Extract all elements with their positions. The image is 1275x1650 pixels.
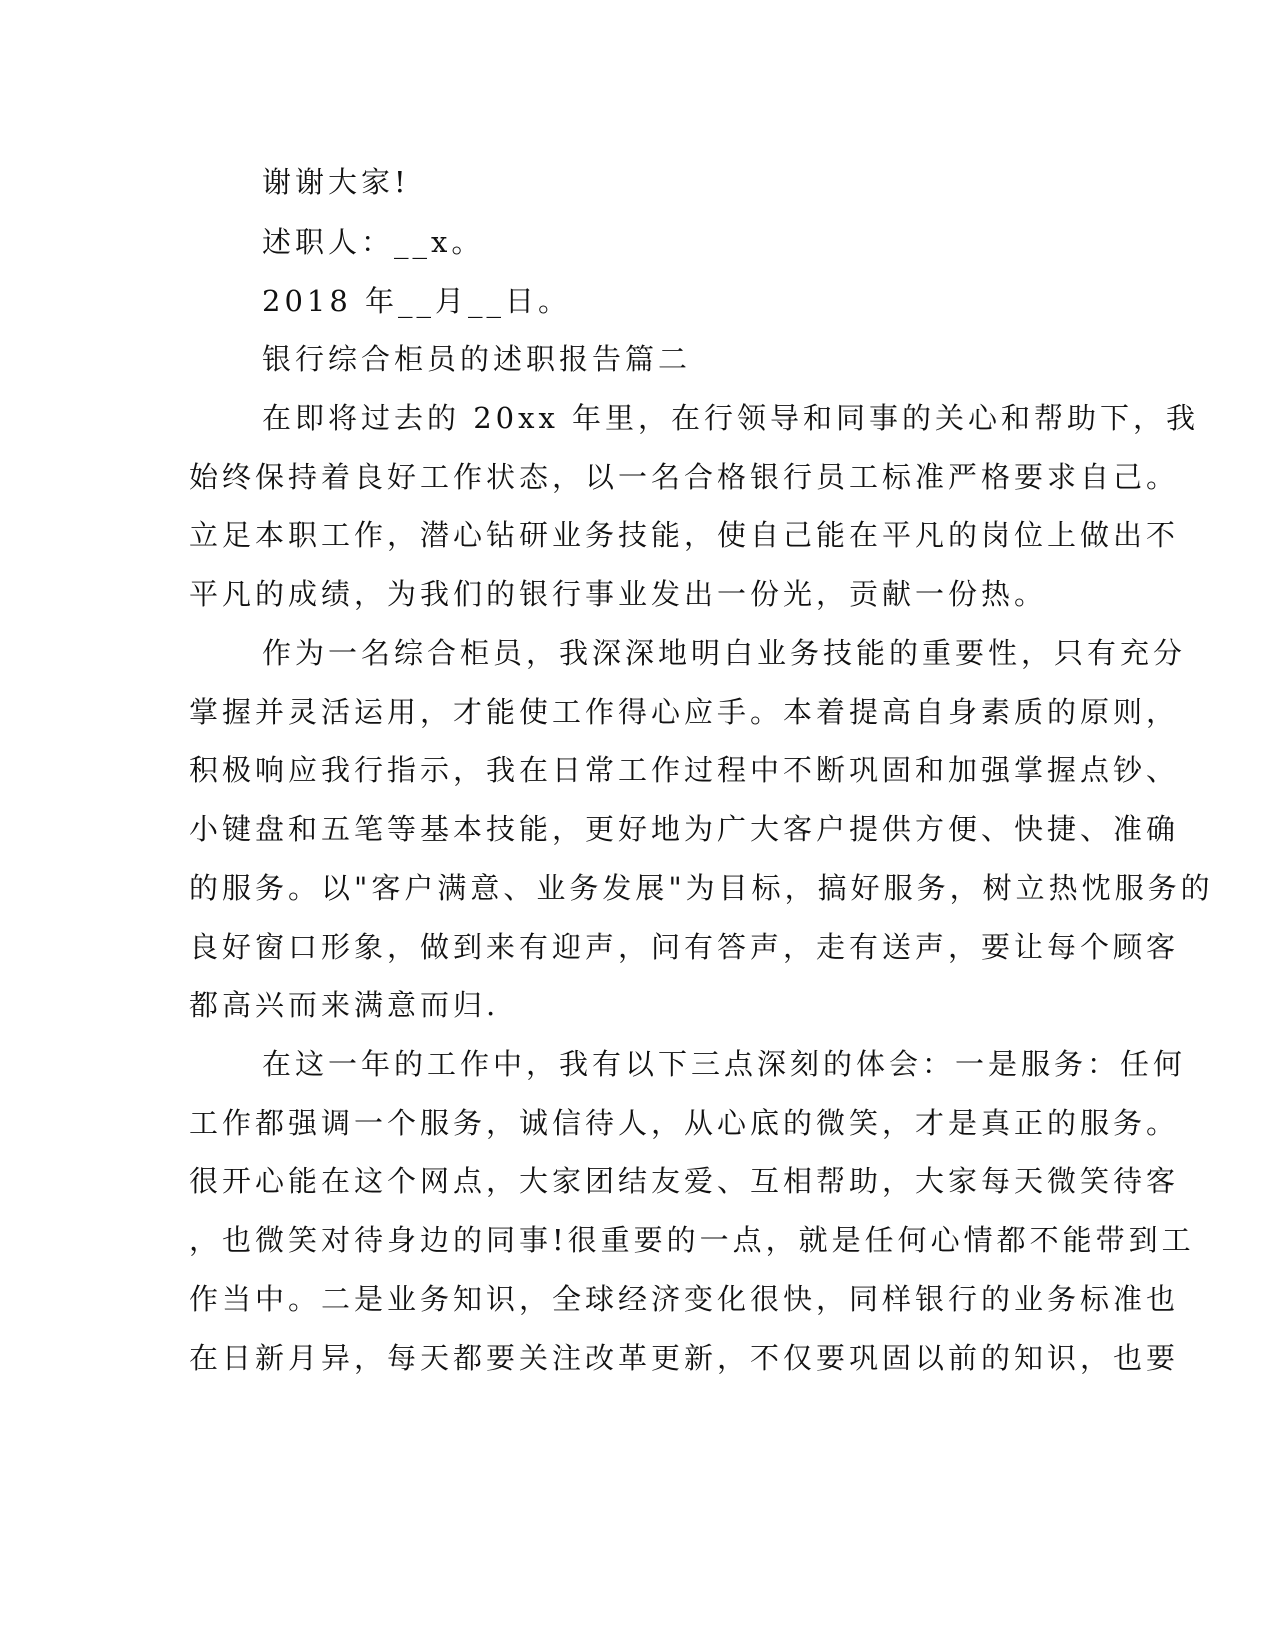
paragraph-line: 很开心能在这个网点，大家团结友爱、互相帮助，大家每天微笑待客 bbox=[189, 1164, 1180, 1198]
paragraph-line: 工作都强调一个服务，诚信待人，从心底的微笑，才是真正的服务。 bbox=[189, 1106, 1180, 1140]
paragraph-line: 在这一年的工作中，我有以下三点深刻的体会：一是服务：任何 bbox=[262, 1047, 1187, 1081]
closing-date: 2018 年__月__日。 bbox=[262, 284, 572, 318]
paragraph-line: ，也微笑对待身边的同事!很重要的一点，就是任何心情都不能带到工 bbox=[189, 1223, 1195, 1257]
paragraph-line: 作为一名综合柜员，我深深地明白业务技能的重要性，只有充分 bbox=[262, 636, 1187, 670]
paragraph-line: 在日新月异，每天都要关注改革更新，不仅要巩固以前的知识，也要 bbox=[189, 1341, 1180, 1375]
paragraph-line: 立足本职工作，潜心钻研业务技能，使自己能在平凡的岗位上做出不 bbox=[189, 518, 1180, 552]
paragraph-line: 掌握并灵活运用，才能使工作得心应手。本着提高自身素质的原则， bbox=[189, 695, 1180, 729]
paragraph-line: 在即将过去的 20xx 年里，在行领导和同事的关心和帮助下，我 bbox=[262, 401, 1200, 435]
closing-thanks: 谢谢大家! bbox=[262, 165, 410, 199]
closing-signer: 述职人：__x。 bbox=[262, 225, 485, 259]
paragraph-line: 积极响应我行指示，我在日常工作过程中不断巩固和加强掌握点钞、 bbox=[189, 753, 1180, 787]
paragraph-line: 都高兴而来满意而归. bbox=[189, 988, 500, 1022]
paragraph-line: 小键盘和五笔等基本技能，更好地为广大客户提供方便、快捷、准确 bbox=[189, 812, 1180, 846]
paragraph-line: 平凡的成绩，为我们的银行事业发出一份光，贡献一份热。 bbox=[189, 577, 1048, 611]
paragraph-line: 的服务。以"客户满意、业务发展"为目标，搞好服务，树立热忱服务的 bbox=[189, 871, 1214, 905]
paragraph-line: 良好窗口形象，做到来有迎声，问有答声，走有送声，要让每个顾客 bbox=[189, 930, 1180, 964]
paragraph-line: 作当中。二是业务知识，全球经济变化很快，同样银行的业务标准也 bbox=[189, 1282, 1180, 1316]
paragraph-line: 始终保持着良好工作状态，以一名合格银行员工标准严格要求自己。 bbox=[189, 460, 1180, 494]
section-title: 银行综合柜员的述职报告篇二 bbox=[262, 342, 692, 376]
